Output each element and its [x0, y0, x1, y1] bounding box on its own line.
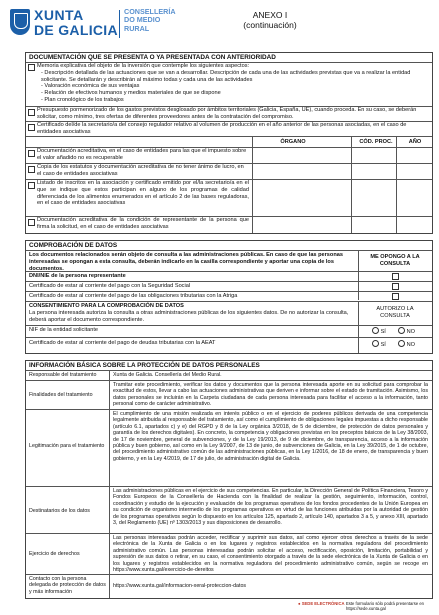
data-check-intro: Los documentos relacionados serán objeto de consulta a las administraciones públicas. En caso de que las personas interesadas se opongan a esta consulta, deberán indicarlo en la casilla correspondiente y aportar una copia de los documentos. — [29, 252, 343, 272]
nif-label: NIF de la entidad solicitante — [29, 327, 99, 333]
dni-label: DNI/NIE de la persona representante — [29, 273, 126, 279]
representante-checkbox[interactable] — [28, 219, 35, 226]
xunta-logo — [10, 7, 176, 46]
column-authorize: AUTORIZO LA CONSULTA — [376, 306, 414, 319]
dept-line3: RURAL — [124, 23, 150, 33]
logo-line2: DE GALICIA — [34, 22, 118, 38]
logo-divider — [119, 10, 120, 38]
contacto-link[interactable]: https://www.xunta.gal/informacion-xeral-proteccion-datos — [113, 583, 247, 589]
column-ano: AÑO — [408, 139, 422, 145]
annex-heading — [230, 10, 310, 30]
legitimacion-text: El cumplimiento de una misión realizada en interés público o en el ejercicio de poderes públicos derivada de una competencia legalmente atribuida al responsable del tratamiento, así como el cumplimiento de obligaciones legales impuestas a dicho responsable (artículo 6.1, apartados c) y e) del RGPD y 8 de la Ley orgánica 3/2018, de 5 de diciembre, de protección de datos personales y garantía de los derechos digitales). En concreto, la competencia y obligaciones previstas en los preceptos básicos de la Ley 38/2003, de 17 de noviembre, general de subvenciones, y de la Ley 19/2013, de 9 de diciembre, de transparencia, acceso a la información pública y buen gobierno, así como en la Ley 9/2007, de 13 de junio, de subvenciones de Galicia, en la Ley 39/2015, de 1 de octubre, del procedimiento administrativo común de las administraciones públicas, en la Ley 1/2016, de 18 de enero, de transparencia y buen gobierno, y en la Ley 4/2019, de 17 de julio, de administración digital de Galicia. — [113, 411, 428, 462]
document-row — [27, 63, 431, 105]
dept-line2: DO MEDIO — [124, 15, 161, 25]
atriga-label: Certificado de estar al corriente del pago de las obligaciones tributarias con la Atriga — [29, 293, 238, 299]
footer-text: Este formulario sólo podrá presentarse en https://sede.xunta.gal — [346, 601, 424, 611]
listado-inscritos-checkbox[interactable] — [28, 182, 35, 189]
memoria-point-d: - Plan cronológico de los trabajos — [41, 96, 124, 103]
annex-title: ANEXO I — [252, 10, 288, 20]
memoria-checkbox[interactable] — [28, 64, 35, 71]
derechos-label: Ejercicio de derechos — [29, 551, 80, 557]
memoria-point-a: - Descripción detallada de las actuaciones que se van a desarrollar. Descripción de cada una de las actividades previstas que va a realizar la entidad solicitante. Se detallarán y describirán al máximo todas y cada una de las actividades — [41, 69, 411, 83]
documents-title: DOCUMENTACIÓN QUE SE PRESENTA O YA PRESENTADA CON ANTERIORIDAD — [26, 53, 432, 63]
dept-line1: CONSELLERÍA — [124, 7, 176, 16]
derechos-text: Las personas interesadas podrán acceder, rectificar y suprimir sus datos, así como ejercer otros derechos a través de la sede electrónica de la Xunta de Galicia o en los lugares y registros establecidos en la normativa reguladora del procedimiento administrativo común. Las personas interesadas podrán solicitar el acceso, rectificación, oposición, limitación, portabilidad y supresión de sus datos o retirar, en su caso, el consentimiento otorgado a través de la sede electrónica de la Xunta de Galicia o en los lugares y registros establecidos en la normativa reguladora del procedimiento administrativo común, según se recoge en https://www.xunta.gal/exercicio-de-dereitos — [113, 535, 428, 574]
column-oppose: ME OPONGO A LA CONSULTA — [370, 254, 420, 267]
documents-section — [25, 52, 433, 234]
sede-badge-label: SEDE ELECTRÓNICA — [301, 601, 345, 606]
nif-yes-option[interactable]: SÍ — [372, 327, 386, 336]
department-name — [124, 8, 176, 33]
presupuesto-checkbox[interactable] — [28, 109, 35, 116]
destinatarios-text: Las administraciones públicas en el ejercicio de sus competencias. En particular, la Dirección General de Política Financiera, Tesoro y Fondos Europeos de la Consellería de Hacienda con la finalidad de realizar la gestión, seguimiento, información, control, coordinación y estudio de la ejecución y evaluación de los programas operativos de los fondos procedentes de la Unión Europea en su condición de organismo intermedio de los programas operativos en virtud de las funciones atribuidas por la autoridad de gestión de los programas operativos según lo dispuesto en los artículos 125, apartado 2, artículo 140, apartados 3 a 5, y anexo XIII, apartado 3, del Reglamento (UE) nº 1303/2013 y sus disposiciones de desarrollo. — [113, 488, 428, 527]
seguridad-social-oppose-checkbox[interactable] — [392, 283, 399, 290]
representante-label: Documentación acreditativa de la condición de representante de la persona que firma la solicitud, en el caso de entidades asociativas — [37, 217, 249, 230]
memoria-point-b: - Valoración económica de sus ventajas — [41, 83, 140, 90]
contacto-label: Contacto con la persona delegada de protección de datos y más información — [29, 576, 106, 595]
data-protection-section — [25, 360, 433, 599]
consent-title: CONSENTIMIENTO PARA LA COMPROBACIÓN DE DATOS — [29, 303, 184, 309]
estatutos-checkbox[interactable] — [28, 166, 35, 173]
legitimacion-label: Legitimación para el tratamiento — [29, 443, 105, 449]
presupuesto-label: Presupuesto pormenorizado de los gastos previstos desglosado por ámbitos territoriales (Galicia, España, UE), cuando proceda. En su caso, se deberán solicitar, como mínimo, tres ofertas de diferentes proveedores antes de la contratación del compromiso. — [37, 107, 417, 120]
sede-badge — [298, 601, 345, 606]
sede-icon: ● — [298, 601, 301, 606]
listado-inscritos-label: Listado de inscritos en la asociación y certificado emitido por el/la secretario/a en el que se indique que estos participan en alguno de los programas de calidad diferenciada de los alimentos enumerados en el artículo 2 de las bases reguladoras, en el caso de entidades asociativas — [37, 180, 249, 207]
responsable-label: Responsable del tratamiento — [29, 372, 97, 378]
dni-oppose-checkbox[interactable] — [392, 273, 399, 280]
certificado-consejo-label: Certificado del/de la secretario/a del consejo regulador relativo al volumen de producción en el año anterior de las personas asociadas, en el caso de entidades asociativas — [37, 122, 407, 135]
finalidades-label: Finalidades del tratamiento — [29, 392, 93, 398]
estatutos-label: Copia de los estatutos y documentación acreditativa de no tener ánimo de lucro, en el caso de entidades asociativas — [37, 164, 244, 177]
data-protection-title: INFORMACIÓN BÁSICA SOBRE LA PROTECCIÓN DE DATOS PERSONALES — [26, 361, 432, 371]
column-cod-proc: CÓD. PROC. — [359, 139, 393, 145]
data-check-title: COMPROBACIÓN DE DATOS — [26, 241, 432, 251]
aeat-yes-option[interactable]: SÍ — [372, 340, 386, 349]
data-check-section — [25, 240, 433, 354]
nif-no-option[interactable]: NO — [398, 327, 415, 336]
document-text — [37, 63, 427, 104]
responsable-text: Xunta de Galicia. Consellería del Medio Rural. — [113, 372, 222, 378]
seguridad-social-label: Certificado de estar al corriente del pago con la Seguridad Social — [29, 283, 191, 289]
consent-text: La persona interesada autoriza la consulta a otras administraciones públicas de los siguientes datos. De no autorizar la consulta, deberá aportar el documento correspondiente. — [29, 310, 349, 323]
annex-subtitle: (continuación) — [243, 20, 297, 30]
logo-line1: XUNTA — [34, 7, 84, 23]
destinatarios-label: Destinatarios de los datos — [29, 508, 90, 514]
certificado-consejo-checkbox[interactable] — [28, 124, 35, 131]
column-organo: ÓRGANO — [280, 139, 306, 145]
iva-checkbox[interactable] — [28, 150, 35, 157]
aeat-label: Certificado de estar al corriente del pago de deudas tributarias con la AEAT — [29, 340, 216, 346]
finalidades-text: Tramitar este procedimiento, verificar los datos y documentos que la persona interesada aporte en su solicitud para comprobar la exactitud de estos, llevar a cabo las actuaciones administrativas que deriven e informar sobre el estado de tramitación. Asimismo, los datos personales se incluirán en la Carpeta ciudadana de cada persona interesada para facilitar el acceso a la información, tanto personal como de carácter administrativo. — [113, 382, 428, 408]
atriga-oppose-checkbox[interactable] — [392, 293, 399, 300]
footer — [298, 601, 434, 613]
memoria-label: Memoria explicativa del objeto de la inversión que contemple los siguientes aspectos: — [37, 63, 250, 69]
memoria-point-c: - Relación de efectivos humanos y medios materiales de que se dispone — [41, 90, 221, 97]
aeat-no-option[interactable]: NO — [398, 340, 415, 349]
xunta-shield-icon — [10, 9, 30, 35]
iva-label: Documentación acreditativa, en el caso de entidades para las que el impuesto sobre el valor añadido no es recuperable — [37, 148, 247, 161]
